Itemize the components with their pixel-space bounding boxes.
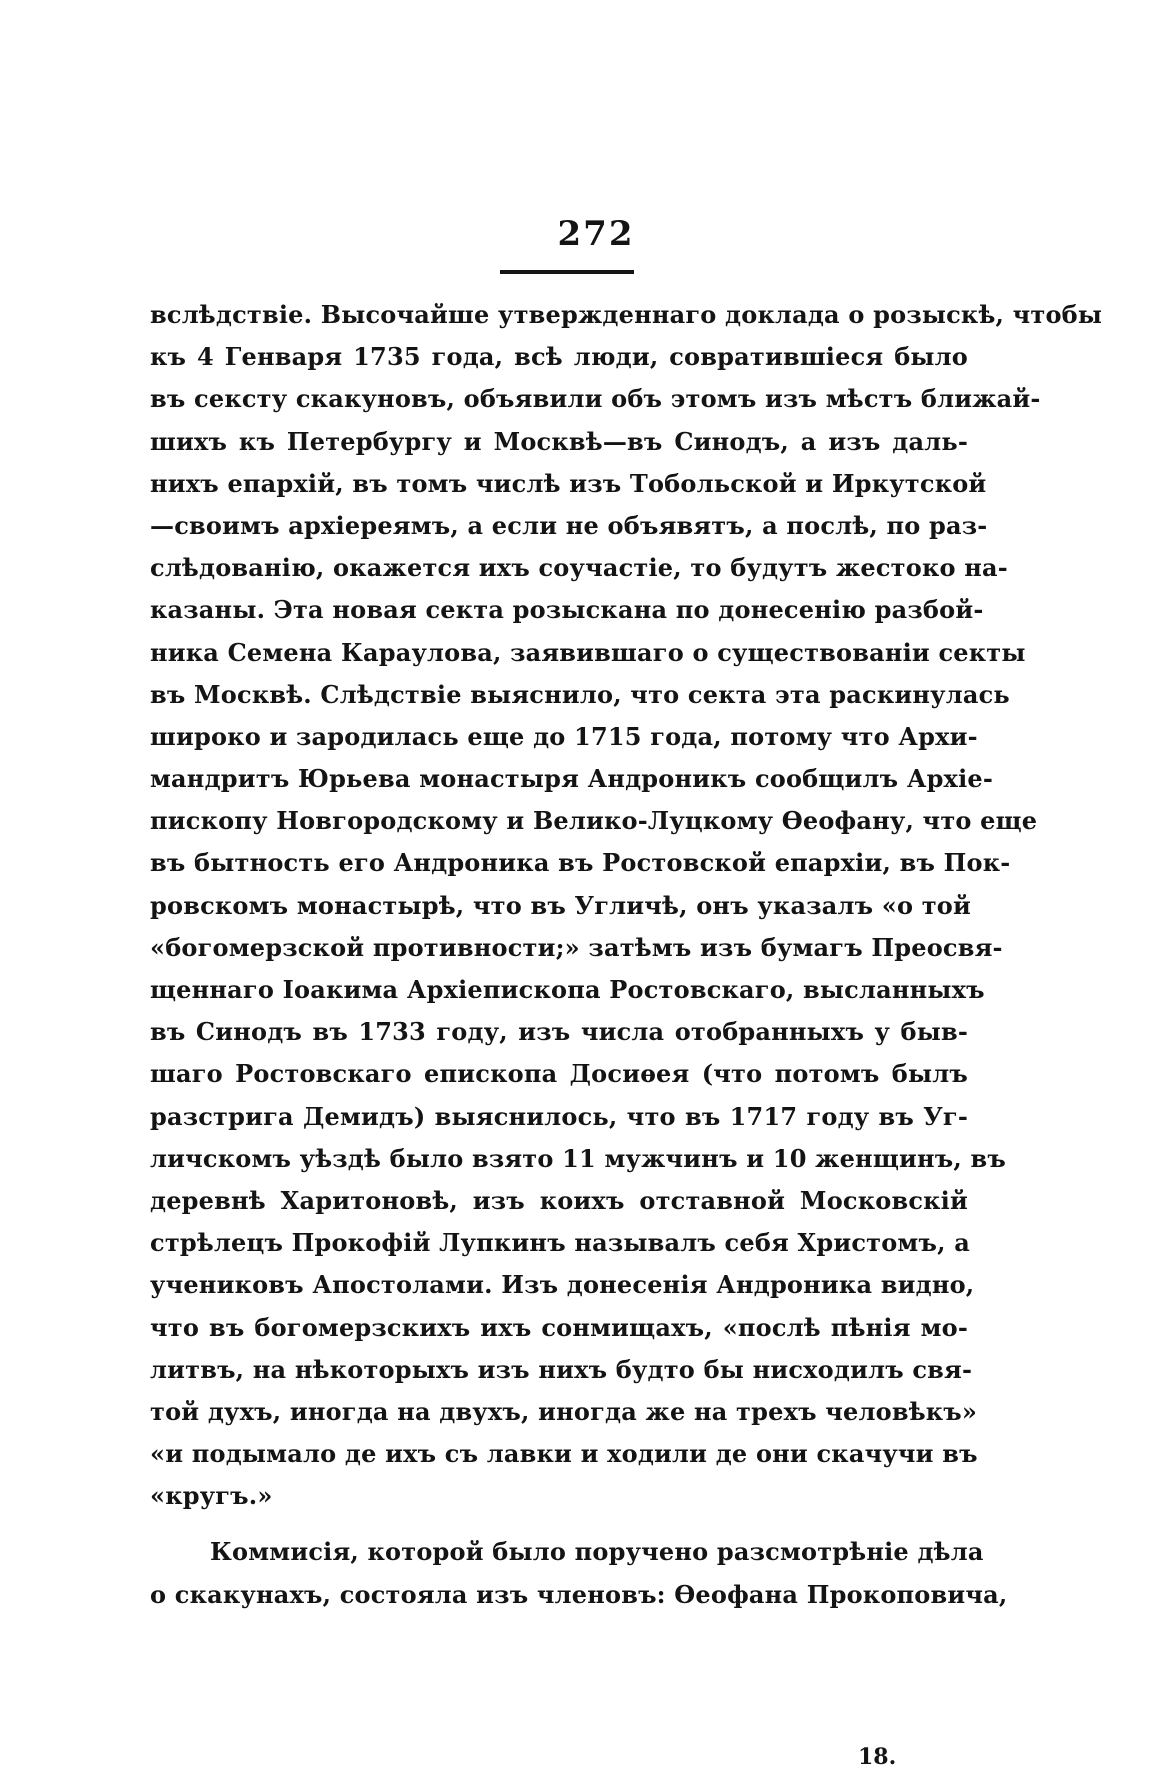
text-line: въ бытность его Андроника въ Ростовской епархіи, въ Пок- <box>150 848 1011 878</box>
paragraph-gap <box>150 1517 968 1531</box>
text-line: казаны. Эта новая секта розыскана по донесенію разбой- <box>150 595 984 625</box>
text-line: щеннаго Іоакима Архіепископа Ростовскаго, высланныхъ <box>150 975 985 1004</box>
text-line: литвъ, на нѣкоторыхъ изъ нихъ будто бы нисходилъ свя- <box>150 1354 973 1384</box>
text-line: широко и зародилась еще до 1715 года, потому что Архи- <box>150 721 978 751</box>
text-line: пископу Новгородскому и Велико-Луцкому Ѳеофану, что еще <box>150 806 1038 836</box>
text-line: что въ богомерзскихъ ихъ сонмищахъ, «послѣ пѣнія мо- <box>150 1312 968 1342</box>
text-line: о скакунахъ, состояла изъ членовъ: Ѳеофана Прокоповича, <box>150 1579 1008 1609</box>
text-line: деревнѣ Харитоновѣ, изъ коихъ отставной Московскій <box>150 1185 968 1215</box>
text-line: въ Москвѣ. Слѣдствіе выяснило, что секта эта раскинулась <box>150 679 1010 709</box>
text-line: нихъ епархій, въ томъ числѣ изъ Тобольской и Иркутской <box>150 468 987 498</box>
text-line: слѣдованію, окажется ихъ соучастіе, то будутъ жестоко на- <box>150 553 1008 583</box>
text-line: въ сексту скакуновъ, объявили объ этомъ изъ мѣстъ ближай- <box>150 384 1041 414</box>
text-line: шихъ къ Петербургу и Москвѣ—въ Синодъ, а изъ даль- <box>150 426 968 456</box>
text-line: Коммисія, которой было поручено разсмотрѣніе дѣла <box>210 1537 984 1567</box>
text-line: «и подымало де ихъ съ лавки и ходили де они скачучи въ <box>150 1439 978 1469</box>
text-line: —своимъ архіереямъ, а если не объявятъ, а послѣ, по раз- <box>150 510 988 540</box>
text-line: «богомерзской противности;» затѣмъ изъ бумагъ Преосвя- <box>150 932 1003 962</box>
text-line: той духъ, иногда на двухъ, иногда же на трехъ человѣкъ» <box>150 1396 978 1426</box>
text-line: личскомъ уѣздѣ было взято 11 мужчинъ и 10 женщинъ, въ <box>150 1143 1006 1173</box>
paragraph <box>150 294 1103 1517</box>
text-line: учениковъ Апостолами. Изъ донесенія Андроника видно, <box>150 1270 975 1300</box>
page-number: 272 <box>557 214 635 254</box>
text-line: ника Семена Караулова, заявившаго о существованіи секты <box>150 637 1026 667</box>
header-rule <box>500 270 634 274</box>
paragraph <box>150 1531 1008 1615</box>
text-line: шаго Ростовскаго епископа Досиѳея (что потомъ былъ <box>150 1059 968 1089</box>
text-line: «кругъ.» <box>150 1481 273 1511</box>
body-text <box>150 294 1103 1616</box>
text-line: къ 4 Генваря 1735 года, всѣ люди, совратившіеся было <box>150 342 968 372</box>
printer-signature-mark: 18. <box>858 1744 897 1770</box>
text-line: ровскомъ монастырѣ, что въ Угличѣ, онъ указалъ «о той <box>150 890 971 920</box>
text-line: разстрига Демидъ) выяснилось, что въ 1717 году въ Уг- <box>150 1101 968 1131</box>
text-line: вслѣдствіе. Высочайше утвержденнаго доклада о розыскѣ, чтобы <box>150 300 1103 329</box>
text-line: мандритъ Юрьева монастыря Андроникъ сообщилъ Архіе- <box>150 764 994 794</box>
text-line: стрѣлецъ Прокофій Лупкинъ называлъ себя Христомъ, а <box>150 1228 970 1258</box>
text-line: въ Синодъ въ 1733 году, изъ числа отобранныхъ у быв- <box>150 1017 968 1047</box>
